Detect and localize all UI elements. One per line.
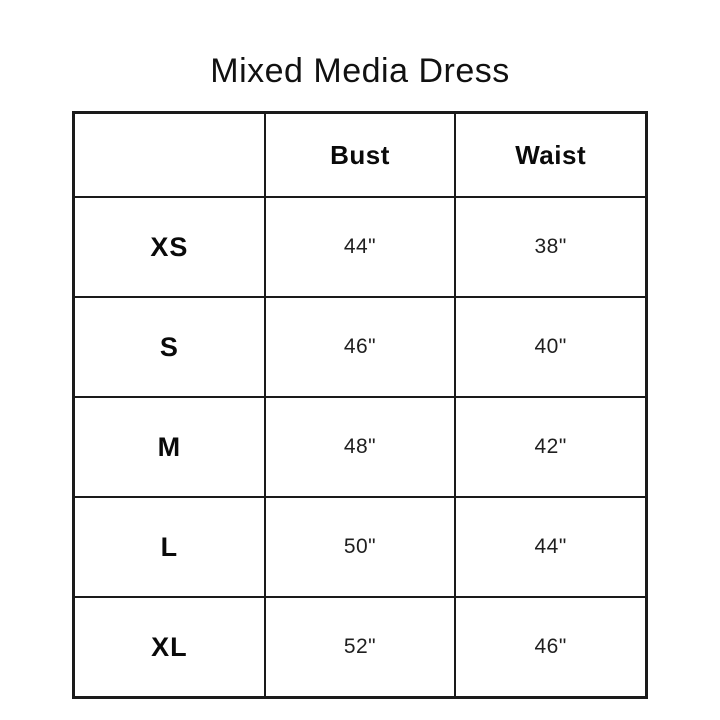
waist-value: 38"	[455, 197, 646, 297]
waist-value: 42"	[455, 397, 646, 497]
table-row-xs	[74, 197, 646, 297]
size-label: XS	[74, 197, 265, 297]
column-header-bust: Bust	[265, 113, 456, 197]
bust-value: 52"	[265, 597, 456, 697]
waist-value: 40"	[455, 297, 646, 397]
table-row-xl	[74, 597, 646, 697]
size-chart-table	[72, 111, 648, 699]
table-row-s	[74, 297, 646, 397]
size-label: L	[74, 497, 265, 597]
table-header-row	[74, 113, 646, 197]
size-label: M	[74, 397, 265, 497]
corner-cell	[74, 113, 265, 197]
size-label: XL	[74, 597, 265, 697]
bust-value: 44"	[265, 197, 456, 297]
page-title: Mixed Media Dress	[210, 52, 510, 90]
bust-value: 48"	[265, 397, 456, 497]
waist-value: 46"	[455, 597, 646, 697]
table-row-l	[74, 497, 646, 597]
waist-value: 44"	[455, 497, 646, 597]
size-label: S	[74, 297, 265, 397]
table-row-m	[74, 397, 646, 497]
bust-value: 50"	[265, 497, 456, 597]
bust-value: 46"	[265, 297, 456, 397]
column-header-waist: Waist	[455, 113, 646, 197]
